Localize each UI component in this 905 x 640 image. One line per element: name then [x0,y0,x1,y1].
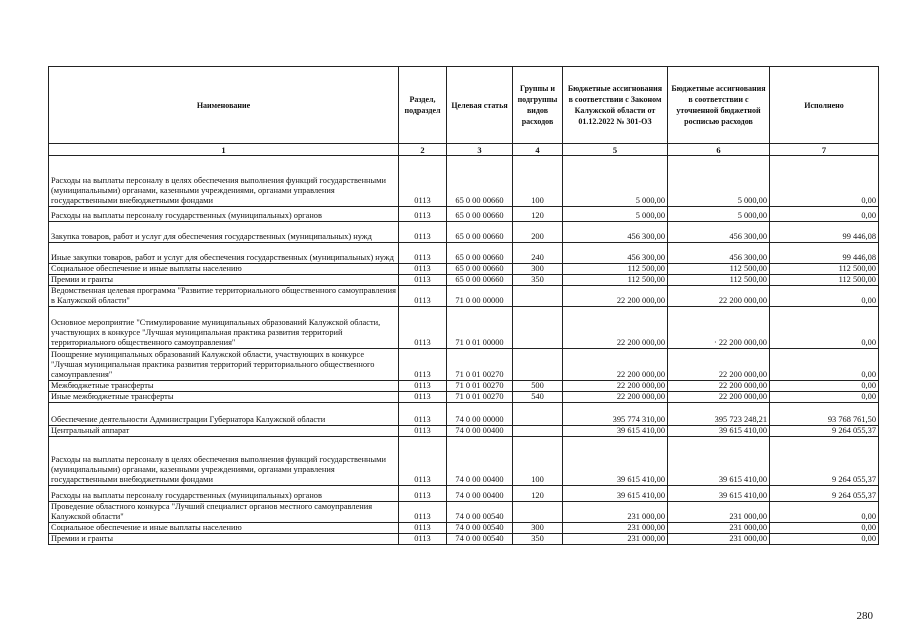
cell-name: Обеспечение деятельности Администрации Губернатора Калужской области [49,403,399,426]
cell-section: 0113 [399,222,447,243]
table-row [49,523,879,534]
cell-updated-allocation: 22 200 000,00 [668,286,770,307]
cell-name: Проведение областного конкурса "Лучший специалист органов местного самоуправления Калужской области" [49,502,399,523]
table-row [49,264,879,275]
cell-updated-allocation: 456 300,00 [668,243,770,264]
cell-target-item: 65 0 00 00660 [447,207,513,222]
column-number: 6 [668,144,770,156]
cell-target-item: 65 0 00 00660 [447,222,513,243]
cell-law-allocation: 456 300,00 [563,243,668,264]
header-section: Раздел, подраздел [399,67,447,144]
cell-expense-type: 300 [513,523,563,534]
cell-expense-type [513,403,563,426]
cell-expense-type: 350 [513,275,563,286]
cell-target-item: 74 0 00 00540 [447,523,513,534]
cell-target-item: 71 0 01 00270 [447,392,513,403]
cell-executed: 0,00 [770,502,879,523]
cell-executed: 0,00 [770,534,879,545]
cell-updated-allocation: 5 000,00 [668,156,770,207]
cell-target-item: 71 0 01 00000 [447,307,513,349]
cell-name: Межбюджетные трансферты [49,381,399,392]
cell-updated-allocation: 231 000,00 [668,523,770,534]
cell-law-allocation: 112 500,00 [563,275,668,286]
cell-name: Расходы на выплаты персоналу в целях обеспечения выполнения функций государственными (муниципальными) органами, казенными учреждениями, органами управления государственными внебюджетными фондами [49,437,399,486]
cell-target-item: 71 0 01 00270 [447,349,513,381]
cell-section: 0113 [399,275,447,286]
cell-executed: 0,00 [770,207,879,222]
cell-expense-type: 540 [513,392,563,403]
table-body [49,156,879,545]
cell-name: Социальное обеспечение и иные выплаты населению [49,523,399,534]
cell-updated-allocation: 112 500,00 [668,264,770,275]
cell-expense-type [513,286,563,307]
cell-name: Иные закупки товаров, работ и услуг для обеспечения государственных (муниципальных) нужд [49,243,399,264]
table-row [49,426,879,437]
cell-law-allocation: 5 000,00 [563,207,668,222]
table-row [49,275,879,286]
cell-updated-allocation: 39 615 410,00 [668,437,770,486]
cell-name: Иные межбюджетные трансферты [49,392,399,403]
cell-updated-allocation: 39 615 410,00 [668,426,770,437]
column-number: 3 [447,144,513,156]
column-number: 2 [399,144,447,156]
cell-executed: 0,00 [770,381,879,392]
table-row [49,349,879,381]
column-number: 1 [49,144,399,156]
cell-name: Премии и гранты [49,534,399,545]
cell-expense-type: 240 [513,243,563,264]
column-number: 4 [513,144,563,156]
cell-target-item: 65 0 00 00660 [447,243,513,264]
table-row [49,207,879,222]
cell-name: Ведомственная целевая программа "Развитие территориального общественного самоуправления в Калужской области" [49,286,399,307]
cell-expense-type: 120 [513,207,563,222]
cell-section: 0113 [399,207,447,222]
cell-target-item: 74 0 00 00400 [447,426,513,437]
cell-section: 0113 [399,156,447,207]
table-header-row [49,67,879,144]
cell-executed: 112 500,00 [770,264,879,275]
cell-executed: 0,00 [770,523,879,534]
cell-law-allocation: 456 300,00 [563,222,668,243]
cell-section: 0113 [399,426,447,437]
table-row [49,437,879,486]
cell-expense-type [513,502,563,523]
cell-name: Премии и гранты [49,275,399,286]
table-row [49,486,879,502]
cell-law-allocation: 22 200 000,00 [563,381,668,392]
cell-section: 0113 [399,502,447,523]
cell-updated-allocation: 231 000,00 [668,502,770,523]
cell-expense-type [513,349,563,381]
cell-executed: 0,00 [770,349,879,381]
cell-section: 0113 [399,243,447,264]
cell-updated-allocation: 456 300,00 [668,222,770,243]
cell-executed: 99 446,08 [770,243,879,264]
cell-expense-type [513,426,563,437]
cell-updated-allocation: · 22 200 000,00 [668,307,770,349]
cell-section: 0113 [399,437,447,486]
cell-executed: 9 264 055,37 [770,437,879,486]
column-number-row [49,144,879,156]
table-row [49,502,879,523]
cell-expense-type: 500 [513,381,563,392]
cell-law-allocation: 22 200 000,00 [563,307,668,349]
budget-table-sheet [48,66,878,545]
cell-expense-type: 350 [513,534,563,545]
cell-law-allocation: 231 000,00 [563,523,668,534]
table-row [49,403,879,426]
cell-updated-allocation: 395 723 248,21 [668,403,770,426]
header-law-allocations: Бюджетные ассигнования в соответствии с Законом Калужской области от 01.12.2022 № 301-ОЗ [563,67,668,144]
cell-section: 0113 [399,392,447,403]
cell-target-item: 74 0 00 00540 [447,502,513,523]
cell-executed: 0,00 [770,286,879,307]
cell-section: 0113 [399,486,447,502]
cell-target-item: 65 0 00 00660 [447,275,513,286]
cell-law-allocation: 112 500,00 [563,264,668,275]
cell-section: 0113 [399,349,447,381]
cell-target-item: 65 0 00 00660 [447,264,513,275]
header-updated-allocations: Бюджетные ассигнования в соответствии с уточненной бюджетной росписью расходов [668,67,770,144]
cell-section: 0113 [399,523,447,534]
cell-target-item: 74 0 00 00540 [447,534,513,545]
cell-target-item: 71 0 01 00270 [447,381,513,392]
table-row [49,307,879,349]
table-row [49,243,879,264]
cell-updated-allocation: 231 000,00 [668,534,770,545]
cell-name: Расходы на выплаты персоналу в целях обеспечения выполнения функций государственными (муниципальными) органами, казенными учреждениями, органами управления государственными внебюджетными фондами [49,156,399,207]
cell-target-item: 71 0 00 00000 [447,286,513,307]
cell-executed: 0,00 [770,392,879,403]
cell-name: Закупка товаров, работ и услуг для обеспечения государственных (муниципальных) нужд [49,222,399,243]
cell-section: 0113 [399,264,447,275]
cell-executed: 112 500,00 [770,275,879,286]
header-target-item: Целевая статья [447,67,513,144]
budget-execution-table [48,66,879,545]
table-row [49,392,879,403]
cell-updated-allocation: 22 200 000,00 [668,392,770,403]
cell-executed: 9 264 055,37 [770,486,879,502]
cell-target-item: 74 0 00 00400 [447,486,513,502]
cell-law-allocation: 231 000,00 [563,534,668,545]
cell-executed: 99 446,08 [770,222,879,243]
cell-name: Расходы на выплаты персоналу государственных (муниципальных) органов [49,486,399,502]
cell-section: 0113 [399,307,447,349]
cell-expense-type: 200 [513,222,563,243]
cell-law-allocation: 39 615 410,00 [563,486,668,502]
cell-law-allocation: 22 200 000,00 [563,392,668,403]
cell-executed: 0,00 [770,307,879,349]
header-name: Наименование [49,67,399,144]
cell-name: Основное мероприятие "Стимулирование муниципальных образований Калужской области, участвующих в конкурсе "Лучшая муниципальная практика развития территорий территориального общественного самоуправления" [49,307,399,349]
cell-expense-type [513,307,563,349]
cell-section: 0113 [399,534,447,545]
cell-expense-type: 100 [513,156,563,207]
page-number: 280 [856,610,873,622]
cell-executed: 9 264 055,37 [770,426,879,437]
column-number: 7 [770,144,879,156]
table-row [49,156,879,207]
cell-law-allocation: 39 615 410,00 [563,426,668,437]
cell-updated-allocation: 112 500,00 [668,275,770,286]
cell-section: 0113 [399,286,447,307]
column-number: 5 [563,144,668,156]
header-executed: Исполнено [770,67,879,144]
cell-updated-allocation: 5 000,00 [668,207,770,222]
table-row [49,222,879,243]
cell-updated-allocation: 22 200 000,00 [668,381,770,392]
table-row [49,286,879,307]
table-row [49,381,879,392]
cell-name: Поощрение муниципальных образований Калужской области, участвующих в конкурсе "Лучшая муниципальная практика развития территорий территориального общественного самоуправления" [49,349,399,381]
cell-law-allocation: 22 200 000,00 [563,349,668,381]
cell-section: 0113 [399,381,447,392]
cell-law-allocation: 395 774 310,00 [563,403,668,426]
cell-law-allocation: 231 000,00 [563,502,668,523]
cell-executed: 93 768 761,50 [770,403,879,426]
cell-expense-type: 120 [513,486,563,502]
cell-target-item: 65 0 00 00660 [447,156,513,207]
cell-target-item: 74 0 00 00400 [447,437,513,486]
cell-expense-type: 300 [513,264,563,275]
cell-updated-allocation: 22 200 000,00 [668,349,770,381]
cell-law-allocation: 39 615 410,00 [563,437,668,486]
cell-target-item: 74 0 00 00000 [447,403,513,426]
cell-name: Центральный аппарат [49,426,399,437]
cell-law-allocation: 5 000,00 [563,156,668,207]
cell-updated-allocation: 39 615 410,00 [668,486,770,502]
cell-name: Расходы на выплаты персоналу государственных (муниципальных) органов [49,207,399,222]
cell-section: 0113 [399,403,447,426]
header-expense-type: Группы и подгруппы видов расходов [513,67,563,144]
cell-expense-type: 100 [513,437,563,486]
cell-executed: 0,00 [770,156,879,207]
cell-name: Социальное обеспечение и иные выплаты населению [49,264,399,275]
table-row [49,534,879,545]
cell-law-allocation: 22 200 000,00 [563,286,668,307]
